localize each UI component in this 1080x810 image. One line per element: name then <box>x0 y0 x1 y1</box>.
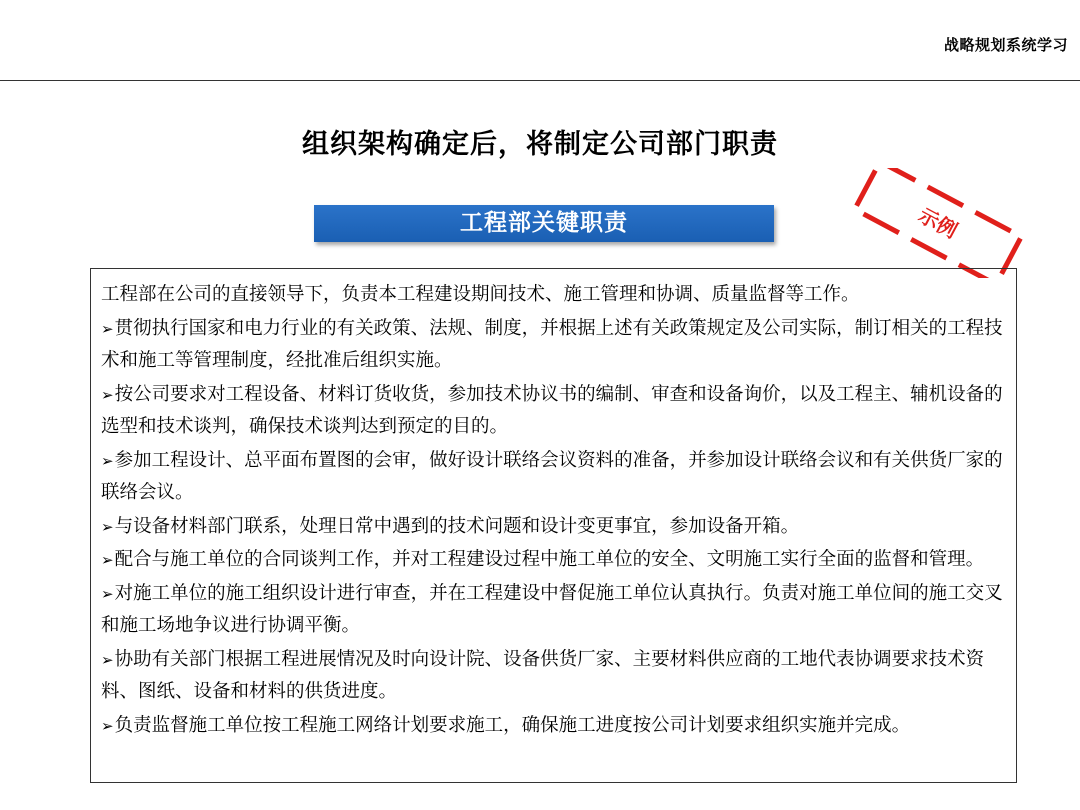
responsibility-item <box>101 379 1016 444</box>
intro-text: 工程部在公司的直接领导下，负责本工程建设期间技术、施工管理和协调、质量监督等工作。 <box>101 284 860 305</box>
header-divider <box>0 80 1080 81</box>
responsibility-text: 协助有关部门根据工程进展情况及时向设计院、设备供货厂家、主要材料供应商的工地代表协调要求技术资料、图纸、设备和材料的供货进度。 <box>101 648 985 702</box>
responsibility-item <box>101 511 1016 544</box>
arrow-bullet-icon: ➢ <box>101 551 114 569</box>
responsibility-text: 负责监督施工单位按工程施工网络计划要求施工，确保施工进度按公司计划要求组织实施并完成。 <box>114 714 911 736</box>
arrow-bullet-icon: ➢ <box>101 650 114 669</box>
arrow-bullet-icon: ➢ <box>101 584 114 603</box>
responsibility-item <box>101 313 1016 378</box>
responsibility-text: 对施工单位的施工组织设计进行审查，并在工程建设中督促施工单位认真执行。负责对施工单位间的施工交叉和施工场地争议进行协调平衡。 <box>101 582 1003 636</box>
arrow-bullet-icon: ➢ <box>101 319 114 338</box>
responsibility-text: 与设备材料部门联系，处理日常中遇到的技术问题和设计变更事宜，参加设备开箱。 <box>114 515 800 537</box>
stamp-label: 示例 <box>914 203 962 243</box>
responsibility-text: 贯彻执行国家和电力行业的有关政策、法规、制度，并根据上述有关政策规定及公司实际，制订相关的工程技术和施工等管理制度，经批准后组织实施。 <box>101 317 1003 371</box>
arrow-bullet-icon: ➢ <box>101 451 114 470</box>
responsibility-text: 配合与施工单位的合同谈判工作，并对工程建设过程中施工单位的安全、文明施工实行全面的监督和管理。 <box>114 549 985 570</box>
responsibility-item <box>101 445 1016 510</box>
header-title: 战略规划系统学习 <box>943 36 1068 54</box>
page-title: 组织架构确定后，将制定公司部门职责 <box>302 129 778 160</box>
arrow-bullet-icon: ➢ <box>101 385 114 404</box>
section-banner: 工程部关键职责 <box>314 205 774 242</box>
arrow-bullet-icon: ➢ <box>101 716 114 735</box>
responsibility-list <box>101 313 1016 743</box>
responsibility-item <box>101 644 1016 709</box>
responsibility-item <box>101 578 1016 643</box>
responsibility-text: 按公司要求对工程设备、材料订货收货，参加技术协议书的编制、审查和设备询价，以及工程主、辅机设备的选型和技术谈判，确保技术谈判达到预定的目的。 <box>101 383 1003 437</box>
example-stamp <box>848 168 1028 278</box>
responsibility-item <box>101 544 1016 577</box>
responsibility-item <box>101 710 1016 743</box>
responsibilities-box <box>90 268 1017 783</box>
arrow-bullet-icon: ➢ <box>101 517 114 536</box>
responsibility-text: 参加工程设计、总平面布置图的会审，做好设计联络会议资料的准备，并参加设计联络会议和有关供货厂家的联络会议。 <box>101 449 1003 503</box>
